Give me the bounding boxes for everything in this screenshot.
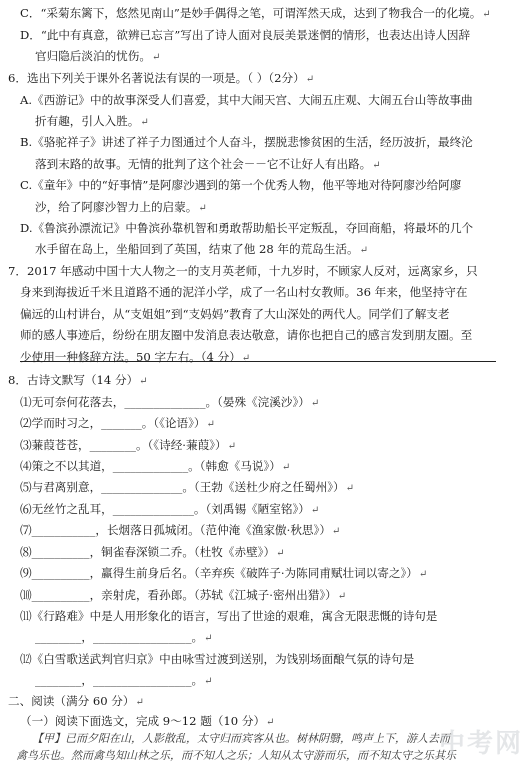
passage-line-1: 【甲】已而夕阳在山，人影散乱，太守归而宾客从也。树林阴翳，鸣声上下，游人去而 [32,732,450,745]
question-6-option-a-continued: 折有趣，引人入胜。↵ [35,114,149,128]
poem-item-4: ⑷策之不以其道，_____________。（韩愈《马说》）↵ [20,459,291,473]
question-6-option-a: A.《西游记》中的故事深受人们喜爱，其中大闹天宫、大闹五庄观、大闹五台山等故事曲 [20,93,473,107]
question-6-option-d: D.《鲁滨孙漂流记》中鲁滨孙靠机智和勇敢帮助船长平定叛乱，夺回商船，将最坏的几个 [20,221,474,235]
passage-line-2: 禽鸟乐也。然而禽鸟知山林之乐，而不知人之乐；人知从太守游而乐，而不知太守之乐其乐 [16,749,456,762]
question-6-option-d-continued: 水手留在岛上，坐船回到了英国，结束了他 28 年的荒岛生活。↵ [35,242,368,256]
question-8-title: 8．古诗文默写（14 分）↵ [8,373,148,387]
question-6-option-b-continued: 落到末路的故事。无情的批判了这个社会－－它不让好人有出路。↵ [35,157,381,171]
watermark-logo [389,722,529,766]
question-6-option-c: C.《童年》中的“好事情”是阿廖沙遇到的第一个优秀人物，他平等地对待阿廖沙给阿廖 [20,178,462,192]
poem-item-2: ⑵学而时习之，_______。（《论语》）↵ [20,416,215,430]
option-d-continued: 官归隐后淡泊的忧伤。↵ [35,49,161,63]
question-6-option-b: B.《骆驼祥子》讲述了祥子力图通过个人奋斗，摆脱悲惨贫困的生活，经历波折，最终沦 [20,135,473,149]
question-6-title: 6．选出下列关于课外名著说法有误的一项是。（ ）（2分）↵ [8,71,315,85]
question-7-text: 7．2017 年感动中国十大人物之一的支月英老师，十九岁时，不顾家人反对，远离家乡，只 [8,264,478,278]
section-2-subtitle: （一）阅读下面选文，完成 9～12 题（10 分）↵ [20,714,275,728]
poem-item-5: ⑸与君离别意，______________。（王勃《送杜少府之任蜀州》）↵ [20,480,355,494]
question-7-text-4: 师的感人事迹后，纷纷在朋友圈中发消息表达敬意，请你也把自己的感言发到朋友圈。至 [20,328,473,342]
poem-item-9: ⑼__________，赢得生前身后名。（辛弃疾《破阵子·为陈同甫赋壮词以寄之》）↵ [20,566,428,580]
watermark-text: 中考网 [438,729,523,759]
poem-item-10: ⑽__________，亲射虎，看孙郎。（苏轼《江城子·密州出猎》）↵ [20,588,347,602]
poem-item-12: ⑿《白雪歌送武判官归京》中由咏雪过渡到送别，为饯别场面酿气氛的诗句是 [20,652,415,666]
question-6-option-c-continued: 沙，给了阿廖沙智力上的启蒙。↵ [35,200,207,214]
option-c-text: C．“采菊东篱下，悠然见南山”是妙手偶得之笔，可谓浑然天成，达到了物我合一的化境。↵ [20,6,491,20]
poem-item-1: ⑴无可奈何花落去，______________。（晏殊《浣溪沙》）↵ [20,395,320,409]
poem-item-6: ⑹无丝竹之乱耳，______________。（刘禹锡《陋室铭》）↵ [20,502,320,516]
poem-item-11: ⑾《行路难》中是人用形象化的语言，写出了世途的艰难，寓含无限悲慨的诗句是 [20,609,438,623]
question-7-text-2: 身来到海拔近千米且道路不通的泥洋小学，成了一名山村女教师。36 年来，他坚持守在 [20,285,468,299]
poem-item-11-answer: ________，_________________。↵ [35,630,213,644]
option-d-text: D．“此中有真意，欲辨已忘言”写出了诗人面对良辰美景迷惘的情形，也表达出诗人因辞 [20,28,471,42]
question-7-text-3: 偏远的山村讲台，从“支姐姐”到“支妈妈”教育了大山深处的两代人。同学们了解支老 [20,307,450,321]
poem-item-3: ⑶蒹葭苍苍，________。（《诗经·蒹葭》）↵ [20,438,236,452]
poem-item-12-answer: ________，_________________。↵ [35,673,213,687]
poem-item-7: ⑺___________，长烟落日孤城闭。（范仲淹《渔家傲·秋思》）↵ [20,523,341,537]
question-7-text-5: 少使用一种修辞方法。50 字左右。（4 分）↵ [20,350,251,364]
question-7-answer-line[interactable] [20,360,496,362]
poem-item-8: ⑻__________，铜雀春深锁二乔。（杜牧《赤壁》）↵ [20,545,285,559]
section-2-title: 二、阅读（满分 60 分）↵ [8,694,144,708]
